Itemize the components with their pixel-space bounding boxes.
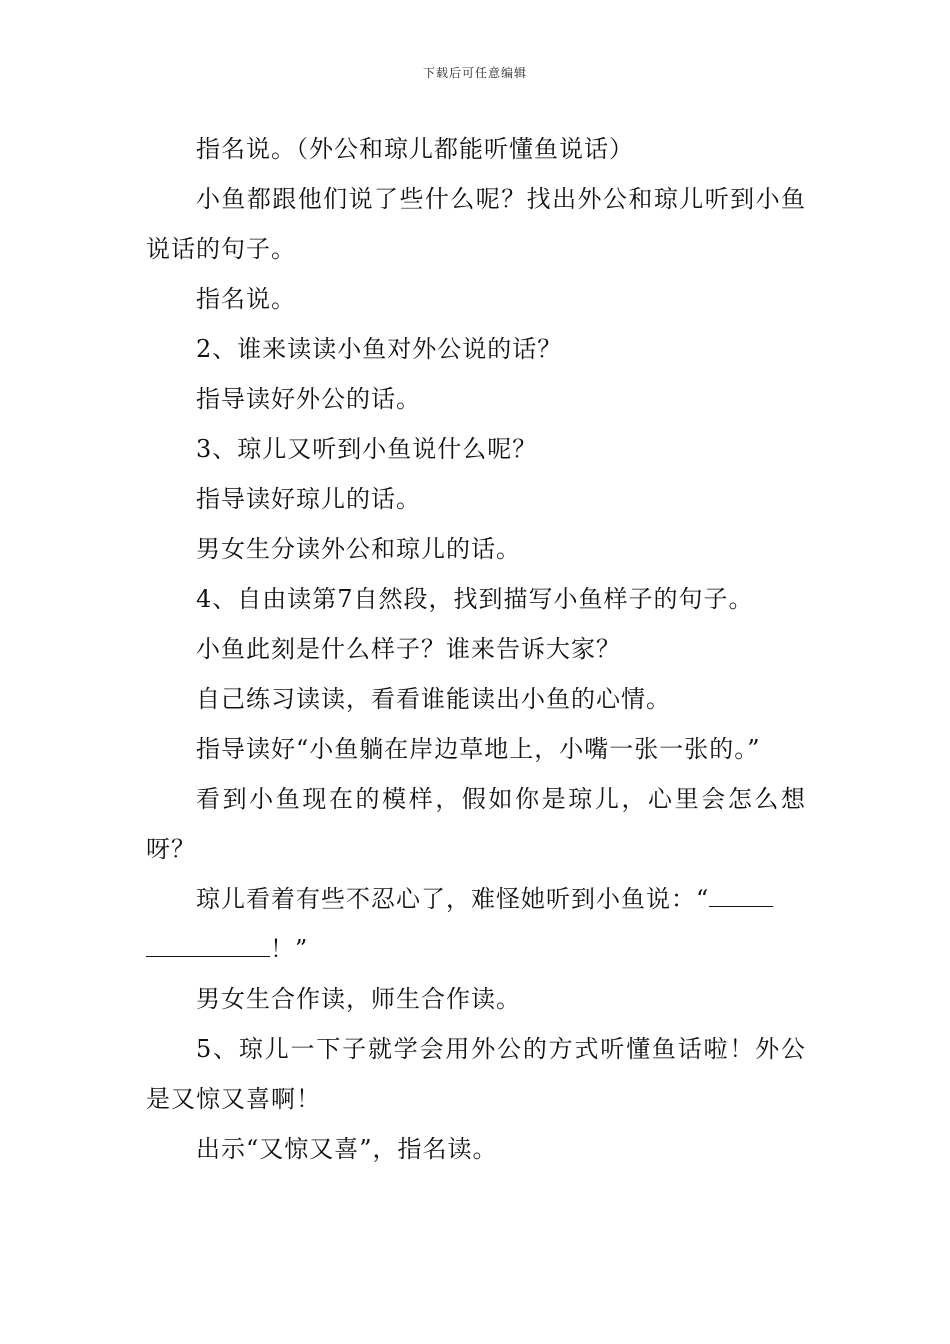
paragraph: 自己练习读读，看看谁能读出小鱼的心情。 bbox=[196, 685, 671, 713]
paragraph: 5、琼儿一下子就学会用外公的方式听懂鱼话啦！外公是又惊又喜啊！ bbox=[146, 1035, 806, 1113]
fill-in-blank-paragraph bbox=[146, 874, 806, 974]
fill-in-blank-line bbox=[709, 888, 773, 907]
paragraph: 指名说。（外公和琼儿都能听懂鱼说话） bbox=[196, 135, 634, 163]
paragraph: 指导读好琼儿的话。 bbox=[196, 485, 421, 513]
paragraph: 指导读好外公的话。 bbox=[196, 385, 421, 413]
paragraph: 出示“又惊又喜”，指名读。 bbox=[196, 1135, 498, 1163]
paragraph: 小鱼此刻是什么样子？谁来告诉大家？ bbox=[196, 635, 621, 663]
fill-in-blank-line bbox=[146, 938, 270, 957]
fill-in-blank-text-after: ！” bbox=[270, 935, 309, 963]
paragraph: 小鱼都跟他们说了些什么呢？找出外公和琼儿听到小鱼说话的句子。 bbox=[146, 185, 806, 263]
page-header: 下载后可任意编辑 bbox=[422, 66, 527, 80]
paragraph: 男女生合作读，师生合作读。 bbox=[196, 985, 521, 1013]
paragraph: 3、琼儿又听到小鱼说什么呢？ bbox=[196, 435, 538, 463]
paragraph: 指导读好“小鱼躺在岸边草地上，小嘴一张一张的。” bbox=[196, 735, 761, 763]
paragraph: 男女生分读外公和琼儿的话。 bbox=[196, 535, 521, 563]
document-body bbox=[146, 124, 806, 1174]
paragraph: 4、自由读第7自然段，找到描写小鱼样子的句子。 bbox=[196, 585, 754, 613]
fill-in-blank-text-before: 琼儿看着有些不忍心了，难怪她听到小鱼说：“ bbox=[196, 885, 710, 913]
paragraph: 指名说。 bbox=[196, 285, 296, 313]
paragraph: 看到小鱼现在的模样，假如你是琼儿，心里会怎么想呀？ bbox=[146, 785, 806, 863]
paragraph: 2、谁来读读小鱼对外公说的话？ bbox=[196, 335, 563, 363]
